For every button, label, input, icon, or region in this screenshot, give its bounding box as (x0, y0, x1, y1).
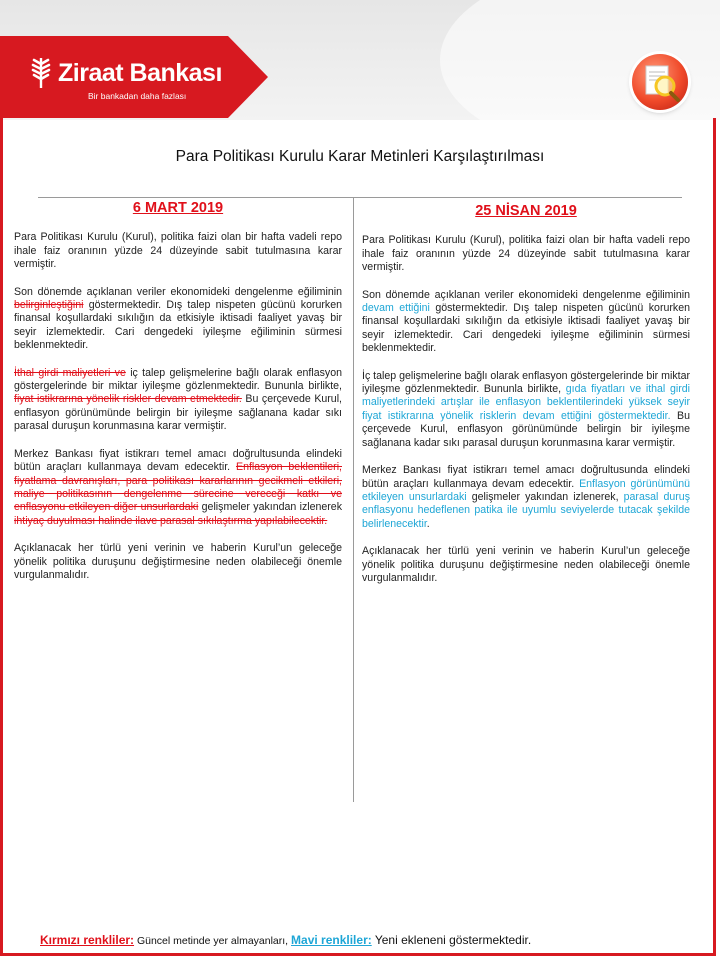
right-paragraph-3: İç talep gelişmelerine bağlı olarak enflasyon göstergelerinde bir miktar iyileşme gözlenmektedir. Bununla birlikte, gıda fiyatları ve ithal girdi maliyetlerindeki artışlar ile enflasyon beklentilerindeki yüksek seyir fiyat istikrarına yönelik risklerin devam ettiğini göstermektedir. Bu çerçevede Kurul, enflasyon görünümünde belirgin bir iyileşme sağlanana kadar sıkı parasal duruşun korunmasına karar vermiştir. (362, 369, 690, 449)
brand-name: Ziraat Bankası (58, 58, 222, 87)
right-date-heading: 25 NİSAN 2019 (475, 203, 577, 219)
left-paragraph-2: Son dönemde açıklanan veriler ekonomideki dengelenme eğiliminin belirginleştiğini göstermektedir. Dış talep nispeten gücünü korurken finansal koşullardaki sıkılığın da etkisiyle iktisadi faaliyet yavaş bir seyir izlemektedir. Cari dengedeki iyileşme eğiliminin sürmesi beklenmektedir. (14, 285, 342, 352)
page-title: Para Politikası Kurulu Karar Metinleri Karşılaştırılması (175, 148, 545, 165)
removed-text: İthal girdi maliyetleri ve (14, 366, 126, 379)
right-column (362, 202, 690, 599)
left-paragraph-1: Para Politikası Kurulu (Kurul), politika faizi olan bir hafta vadeli repo ihale faiz oranının yüzde 24 düzeyinde sabit tutulmasına karar vermiştir. (14, 231, 342, 271)
legend-blue-text: Yeni ekleneni göstermektedir. (371, 933, 532, 947)
left-date-heading: 6 MART 2019 (132, 200, 224, 216)
removed-text: ihtiyaç duyulması halinde ilave parasal sıkılaştırma yapılabilecektir. (14, 514, 328, 527)
right-paragraph-1: Para Politikası Kurulu (Kurul), politika faizi olan bir hafta vadeli repo ihale faiz oranının yüzde 24 düzeyinde sabit tutulmasına karar vermiştir. (362, 234, 690, 274)
added-text: gıda fiyatları ve ithal girdi maliyetlerindeki artışlar ile enflasyon beklentilerindeki yüksek seyir fiyat istikrarına yönelik risklerin devam ettiğini göstermektedir. (362, 383, 690, 422)
legend-blue-label: Mavi renkliler: (291, 933, 372, 947)
added-text: Enflasyon görünümünü etkileyen unsurlardaki (362, 477, 690, 503)
legend-red-label: Kırmızı renkliler: (40, 933, 135, 947)
added-text: parasal duruş enflasyonu hedeflenen patika ile uyumlu seviyelerde tutacak şekilde belirlenecektir (362, 490, 690, 530)
right-paragraph-5: Açıklanacak her türlü yeni verinin ve haberin Kurul’un geleceğe yönelik politika duruşunu değiştirmesine neden olabileceği önemle vurgulanmalıdır. (362, 545, 690, 584)
legend-red-text: Güncel metinde yer almayanları, (134, 935, 292, 947)
left-paragraph-4: Merkez Bankası fiyat istikrarı temel amacı doğrultusunda elindeki bütün araçları kullanmaya devam edecektir. Enflasyon beklentileri, fiyatlama davranışları, para politikası kararlarının gecikmeli etkileri, maliye politikasının dengelenme sürecine vereceği katkı ve enflasyonu etkileyen diğer unsurlardaki gelişmeler yakından izlenerek ihtiyaç duyulması halinde ilave parasal sıkılaştırma yapılabilecektir. (14, 447, 342, 527)
removed-text: belirginleştiğini (14, 299, 84, 312)
removed-text: fiyat istikrarına yönelik riskler devam etmektedir. (14, 393, 242, 406)
right-paragraph-2: Son dönemde açıklanan veriler ekonomideki dengelenme eğiliminin devam ettiğini göstermektedir. Dış talep nispeten gücünü korurken finansal koşullardaki sıkılığın da etkisiyle iktisadi faaliyet yavaş bir seyir izlemektedir. Cari dengedeki iyileşme eğiliminin sürmesi beklenmektedir. (362, 288, 690, 355)
added-text: devam ettiğini (362, 302, 430, 315)
brand-tagline: Bir bankadan daha fazlası (88, 91, 187, 101)
removed-text: Enflasyon beklentileri, fiyatlama davranışları, para politikası kararlarının gecikmeli etkileri, maliye politikasının dengelenme sürecine vereceği katkı ve enflasyonu etkileyen diğer unsurlardaki (14, 461, 342, 514)
wheat-icon (30, 56, 52, 90)
ziraat-logo[interactable] (30, 56, 222, 101)
document-search-icon (632, 54, 688, 110)
color-legend (40, 933, 531, 947)
left-column (14, 202, 342, 596)
column-divider (353, 198, 354, 802)
right-paragraph-4: Merkez Bankası fiyat istikrarı temel amacı doğrultusunda elindeki bütün araçları kullanmaya devam edecektir. Enflasyon görünümünü etkileyen unsurlardaki gelişmeler yakından izlenerek, parasal duruş enflasyonu hedeflenen patika ile uyumlu seviyelerde tutacak şekilde belirlenecektir. (362, 464, 690, 530)
left-paragraph-3: İthal girdi maliyetleri ve iç talep gelişmelerine bağlı olarak enflasyon göstergelerinde bir miktar iyileşme gözlenmektedir. Bununla birlikte, fiyat istikrarına yönelik riskler devam etmektedir. Bu çerçevede Kurul, enflasyon görünümünde belirgin bir iyileşme sağlanana kadar sıkı parasal duruşun korunmasına karar vermiştir. (14, 366, 342, 433)
header-divider (38, 197, 682, 198)
left-paragraph-5: Açıklanacak her türlü yeni verinin ve haberin Kurul’un geleceğe yönelik politika duruşunu değiştirmesine neden olabileceği önemle vurgulanmalıdır. (14, 542, 342, 581)
